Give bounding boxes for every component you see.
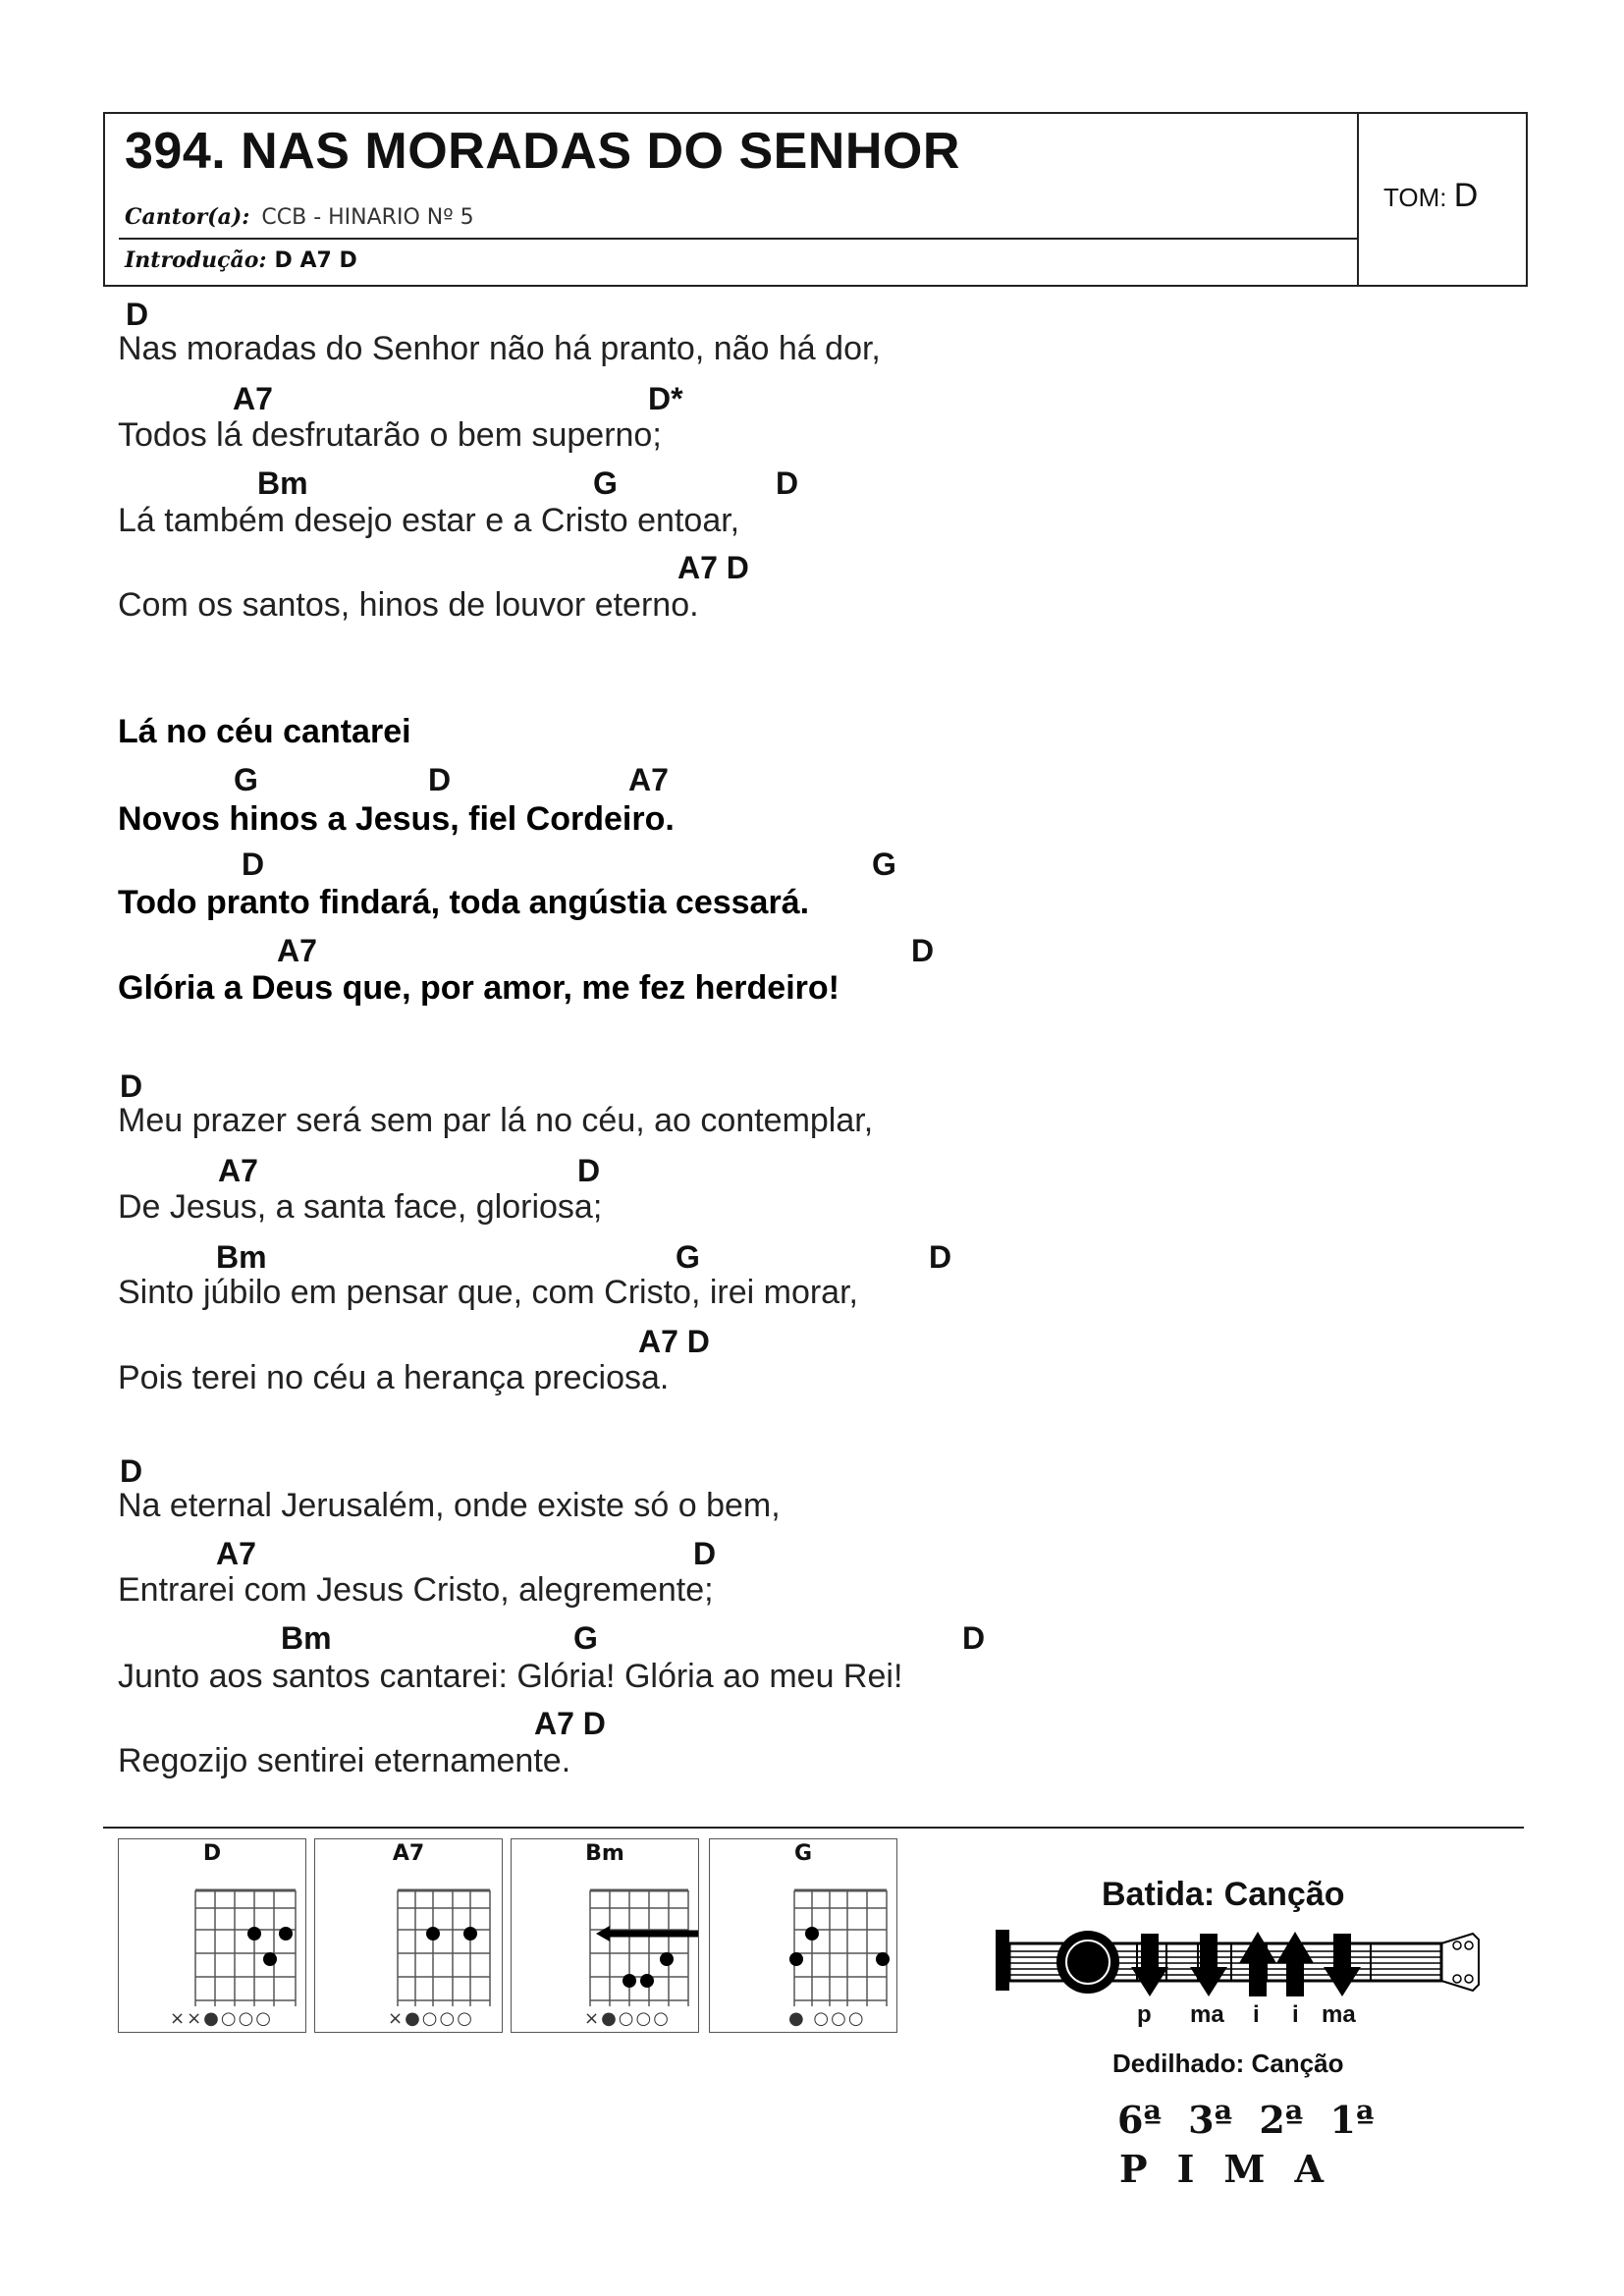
chord-diagram-bm — [511, 1838, 699, 2033]
fretboard — [710, 1839, 896, 2032]
singer-label: Cantor(a): — [125, 204, 250, 230]
chord-diagram-name: D — [202, 1841, 222, 1866]
lyric-line: Todo pranto findará, toda angústia cessará. — [118, 884, 810, 921]
pima-letter: M — [1223, 2147, 1266, 2191]
lyric-line: Regozijo sentirei eternamente. — [118, 1742, 571, 1779]
chord: Bm — [281, 1620, 332, 1656]
singer-row — [125, 204, 474, 230]
chord: D — [120, 1068, 143, 1104]
finger-dot — [640, 1974, 654, 1988]
lyric-line: Lá no céu cantarei — [118, 713, 411, 750]
strum-arrow-up — [1239, 1932, 1276, 1996]
string-markers: ● ○○○ — [788, 2008, 866, 2029]
lyric-line: Novos hinos a Jesus, fiel Cordeiro. — [118, 800, 675, 838]
chord: D — [577, 1153, 601, 1188]
lyric-line: Junto aos santos cantarei: Glória! Glória ao meu Rei! — [118, 1658, 903, 1695]
chord: D — [776, 465, 799, 501]
key-value: D — [1453, 177, 1479, 214]
chord: D — [693, 1536, 717, 1571]
chord: A7 D — [638, 1324, 710, 1359]
title-cell — [105, 114, 1359, 285]
chord: A7 D — [677, 550, 749, 585]
fretboard — [315, 1839, 502, 2032]
pima-letter: P — [1119, 2147, 1148, 2191]
strum-title: Batida: Canção — [1102, 1876, 1345, 1913]
fretboard — [512, 1839, 698, 2032]
lyric-line: Na eternal Jerusalém, onde existe só o bem, — [118, 1487, 781, 1524]
chord: D — [242, 847, 265, 882]
finger-dot — [263, 1952, 277, 1966]
lyric-line: Nas moradas do Senhor não há pranto, não há dor, — [118, 330, 881, 367]
intro-label: Introdução: — [125, 247, 267, 273]
chord: D — [428, 762, 452, 797]
lyric-line: Meu prazer será sem par lá no céu, ao contemplar, — [118, 1102, 874, 1139]
lyric-line: Todos lá desfrutarão o bem superno; — [118, 416, 662, 454]
fretboard — [119, 1839, 305, 2032]
pima-letter: I — [1176, 2147, 1195, 2191]
fingerpicking-title: Dedilhado: Canção — [1112, 2049, 1344, 2078]
string-markers: ×●○○○ — [584, 2008, 671, 2029]
key-label: TOM: — [1383, 183, 1447, 212]
strum-finger: p — [1137, 2001, 1152, 2028]
chord: D — [929, 1239, 952, 1275]
string-markers: ××●○○○ — [170, 2008, 273, 2029]
footer-divider — [103, 1827, 1524, 1829]
intro-value: D A7 D — [274, 248, 357, 273]
strum-finger: i — [1253, 2001, 1260, 2028]
chord: G — [593, 465, 618, 501]
chord: A7 — [218, 1153, 258, 1188]
finger-dot — [876, 1952, 890, 1966]
string-markers: ×●○○○ — [388, 2008, 474, 2029]
lyric-line: Pois terei no céu a herança preciosa. — [118, 1359, 670, 1396]
chord: G — [872, 847, 896, 882]
finger-dot — [623, 1974, 636, 1988]
lyric-line: Sinto júbilo em pensar que, com Cristo, irei morar, — [118, 1274, 858, 1311]
fingerpicking-letters — [1119, 2147, 1353, 2191]
chord: D — [911, 933, 935, 968]
chord: D — [962, 1620, 986, 1656]
guitar-strum-icon — [992, 1920, 1483, 2006]
lyric-line: Lá também desejo estar e a Cristo entoar, — [118, 502, 740, 539]
song-title: 394. NAS MORADAS DO SENHOR — [125, 123, 960, 180]
intro-row — [125, 247, 357, 273]
chord: A7 — [277, 933, 317, 968]
finger-dot — [426, 1927, 440, 1941]
pima-letter: A — [1294, 2147, 1324, 2191]
chord: Bm — [216, 1239, 267, 1275]
chord: Bm — [257, 465, 308, 501]
chord: A7 D — [534, 1706, 606, 1741]
chord: G — [234, 762, 258, 797]
chord-diagram-g — [709, 1838, 897, 2033]
singer-value: CCB - HINARIO Nº 5 — [261, 205, 474, 230]
chord-diagram-name: Bm — [585, 1841, 624, 1866]
chord: D — [120, 1453, 143, 1489]
finger-dot — [805, 1927, 819, 1941]
finger-dot — [789, 1952, 803, 1966]
chord: D* — [648, 381, 683, 416]
chord-diagram-d — [118, 1838, 306, 2033]
strum-finger: ma — [1322, 2001, 1356, 2028]
chord: G — [676, 1239, 700, 1275]
lyric-line: Entrarei com Jesus Cristo, alegremente; — [118, 1571, 714, 1609]
fingerpicking-strings: 6ª 3ª 2ª 1ª — [1117, 2098, 1375, 2142]
chord: G — [573, 1620, 598, 1656]
chord-diagram-a7 — [314, 1838, 503, 2033]
strum-arrow-up — [1276, 1932, 1314, 1996]
song-header — [103, 112, 1528, 287]
chord: D — [126, 297, 149, 332]
chord-diagram-name: A7 — [392, 1841, 425, 1866]
lyric-line: Glória a Deus que, por amor, me fez herdeiro! — [118, 969, 839, 1007]
lyric-line: De Jesus, a santa face, gloriosa; — [118, 1188, 603, 1226]
chord: A7 — [233, 381, 273, 416]
chord-diagram-name: G — [793, 1841, 813, 1866]
finger-dot — [660, 1952, 674, 1966]
strum-finger: ma — [1190, 2001, 1224, 2028]
key-indicator — [1383, 177, 1478, 215]
finger-dot — [463, 1927, 477, 1941]
header-divider — [119, 238, 1357, 240]
chord: A7 — [628, 762, 669, 797]
chord: A7 — [216, 1536, 256, 1571]
lyric-line: Com os santos, hinos de louvor eterno. — [118, 586, 699, 624]
finger-dot — [279, 1927, 293, 1941]
finger-dot — [247, 1927, 261, 1941]
strum-finger: i — [1292, 2001, 1299, 2028]
